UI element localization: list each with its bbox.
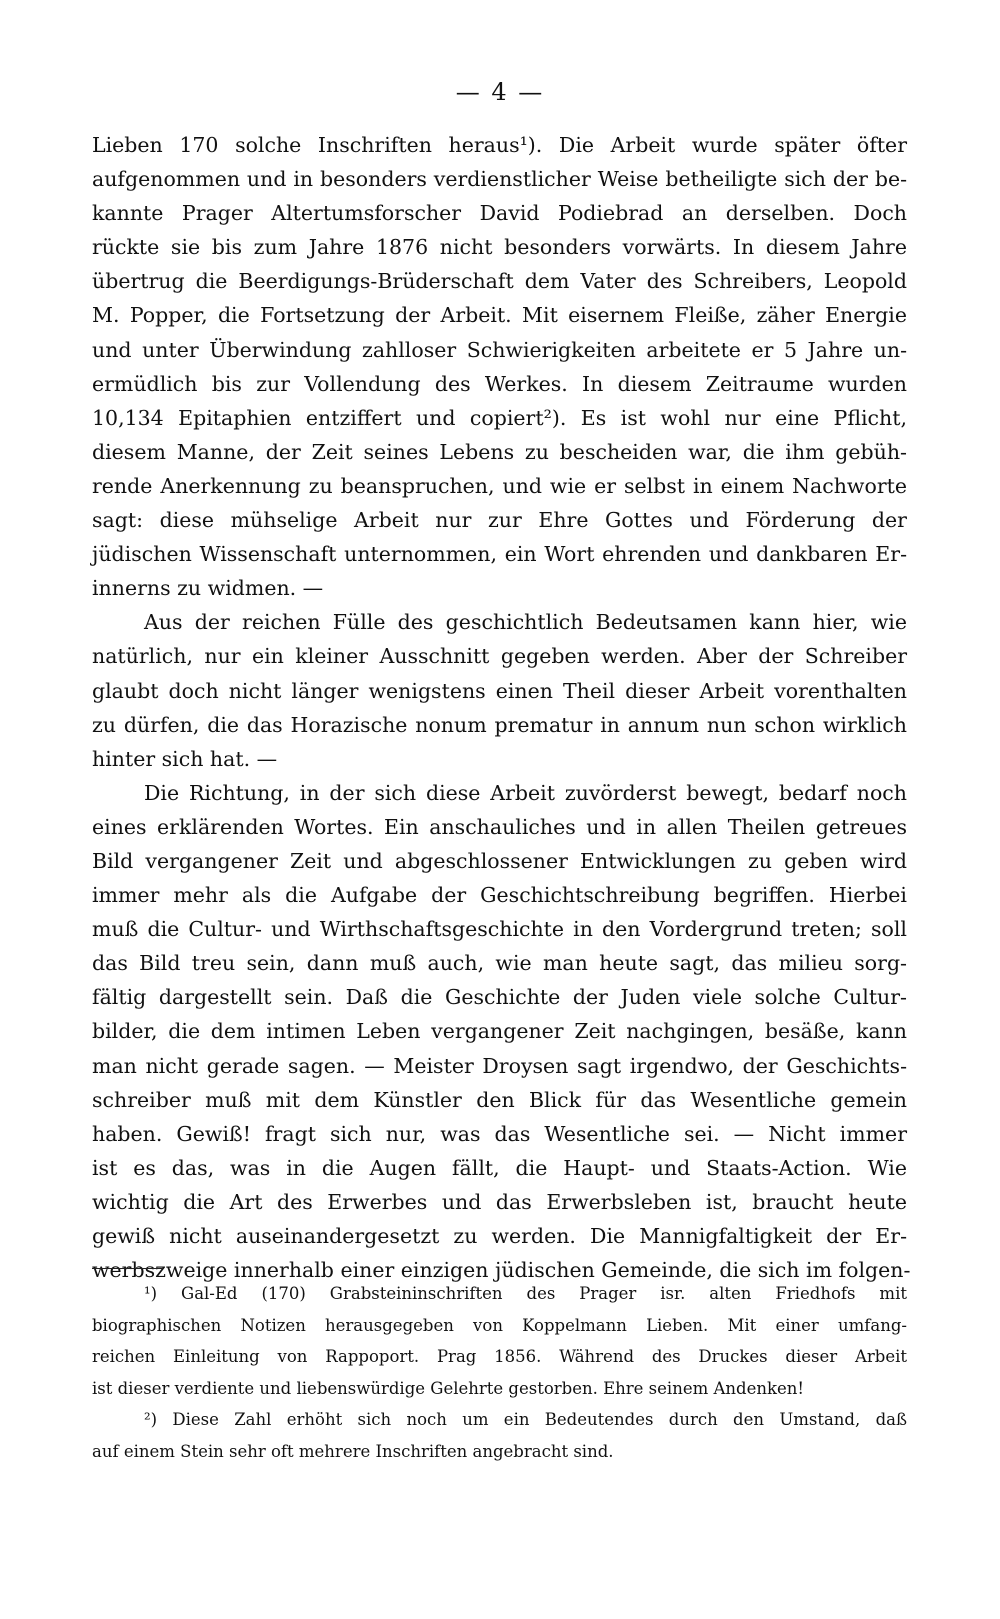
footnote-line: auf einem Stein sehr oft mehrere Inschriften angebracht sind. bbox=[92, 1441, 614, 1461]
footnote-line: ist dieser verdiente und liebenswürdige Gelehrte gestorben. Ehre seinem Andenken! bbox=[92, 1378, 804, 1398]
text-line: Die Richtung, in der sich diese Arbeit zuvörderst bewegt, bedarf noch bbox=[144, 780, 907, 805]
footnote-line: biographischen Notizen herausgegeben von Koppelmann Lieben. Mit einer umfang- bbox=[92, 1315, 907, 1335]
text-line: haben. Gewiß! fragt sich nur, was das Wesentliche sei. — Nicht immer bbox=[92, 1121, 907, 1146]
text-line: sagt: diese mühselige Arbeit nur zur Ehre Gottes und Förderung der bbox=[92, 508, 907, 533]
text-line: zu dürfen, die das Horazische nonum prematur in annum nun schon wirklich bbox=[92, 712, 907, 737]
text-line: rückte sie bis zum Jahre 1876 nicht besonders vorwärts. In diesem Jahre bbox=[92, 235, 907, 260]
text-line: Lieben 170 solche Inschriften heraus¹). Die Arbeit wurde später öfter bbox=[92, 133, 907, 157]
footnote-line: reichen Einleitung von Rappoport. Prag 1856. Während des Druckes dieser Arbeit bbox=[92, 1347, 907, 1366]
text-line: Aus der reichen Fülle des geschichtlich Bedeutsamen kann hier, wie bbox=[144, 610, 907, 635]
text-line: man nicht gerade sagen. — Meister Droysen sagt irgendwo, der Geschichts- bbox=[92, 1053, 907, 1078]
text-line: ermüdlich bis zur Vollendung des Werkes. In diesem Zeitraume wurden bbox=[92, 371, 907, 396]
text-line: rende Anerkennung zu beanspruchen, und wie er selbst in einem Nachworte bbox=[92, 473, 907, 498]
text-line: gewiß nicht auseinandergesetzt zu werden. Die Mannigfaltigkeit der Er- bbox=[92, 1224, 907, 1248]
text-line: hinter sich hat. — bbox=[92, 746, 278, 771]
text-line: 10,134 Epitaphien entziffert und copiert²). Es ist wohl nur eine Pflicht, bbox=[92, 405, 907, 430]
text-line: jüdischen Wissenschaft unternommen, ein Wort ehrenden und dankbaren Er- bbox=[92, 542, 907, 567]
footnote-1 bbox=[92, 1278, 907, 1404]
page-number: — 4 — bbox=[455, 78, 545, 106]
text-line: wichtig die Art des Erwerbes und das Erwerbsleben ist, braucht heute bbox=[92, 1189, 907, 1214]
text-line: schreiber muß mit dem Künstler den Blick für das Wesentliche gemein bbox=[92, 1087, 907, 1112]
text-line: glaubt doch nicht länger wenigstens einen Theil dieser Arbeit vorenthalten bbox=[92, 678, 907, 703]
text-line: das Bild treu sein, dann muß auch, wie man heute sagt, das milieu sorg- bbox=[92, 951, 907, 976]
text-line: und unter Überwindung zahlloser Schwierigkeiten arbeitete er 5 Jahre un- bbox=[92, 337, 907, 362]
text-line: natürlich, nur ein kleiner Ausschnitt gegeben werden. Aber der Schreiber bbox=[92, 644, 907, 669]
footnote-line: ¹) Gal-Ed (170) Grabsteininschriften des Prager isr. alten Friedhofs mit bbox=[144, 1284, 907, 1303]
paragraph-2 bbox=[92, 605, 907, 775]
text-line: bilder, die dem intimen Leben vergangener Zeit nachgingen, besäße, kann bbox=[92, 1019, 907, 1044]
footnotes bbox=[92, 1278, 907, 1467]
text-line: fältig dargestellt sein. Daß die Geschichte der Juden viele solche Cultur- bbox=[92, 985, 907, 1010]
paragraph-3 bbox=[92, 776, 911, 1287]
body-text bbox=[92, 128, 911, 1287]
text-line: immer mehr als die Aufgabe der Geschichtschreibung begriffen. Hierbei bbox=[92, 883, 907, 908]
paragraph-1 bbox=[92, 128, 907, 605]
text-line: M. Popper, die Fortsetzung der Arbeit. Mit eisernem Fleiße, zäher Energie bbox=[92, 303, 907, 328]
footnote-line: ²) Diese Zahl erhöht sich noch um ein Bedeutendes durch den Umstand, daß bbox=[144, 1410, 907, 1429]
text-line: werbszweige innerhalb einer einzigen jüdischen Gemeinde, die sich im folgen- bbox=[92, 1258, 911, 1283]
footnote-2 bbox=[92, 1404, 907, 1467]
text-line: eines erklärenden Wortes. Ein anschauliches und in allen Theilen getreues bbox=[92, 814, 907, 839]
text-line: übertrug die Beerdigungs-Brüderschaft dem Vater des Schreibers, Leopold bbox=[92, 269, 907, 294]
text-line: kannte Prager Altertumsforscher David Podiebrad an derselben. Doch bbox=[92, 201, 907, 226]
footnote-divider bbox=[92, 1268, 162, 1269]
text-line: innerns zu widmen. — bbox=[92, 576, 324, 601]
text-line: aufgenommen und in besonders verdienstlicher Weise betheiligte sich der be- bbox=[92, 167, 907, 192]
text-line: muß die Cultur- und Wirthschaftsgeschichte in den Vordergrund treten; soll bbox=[92, 917, 907, 942]
text-line: Bild vergangener Zeit und abgeschlossener Entwicklungen zu geben wird bbox=[92, 848, 907, 873]
text-line: diesem Manne, der Zeit seines Lebens zu bescheiden war, die ihm gebüh- bbox=[92, 439, 907, 464]
text-line: ist es das, was in die Augen fällt, die Haupt- und Staats-Action. Wie bbox=[92, 1155, 907, 1180]
